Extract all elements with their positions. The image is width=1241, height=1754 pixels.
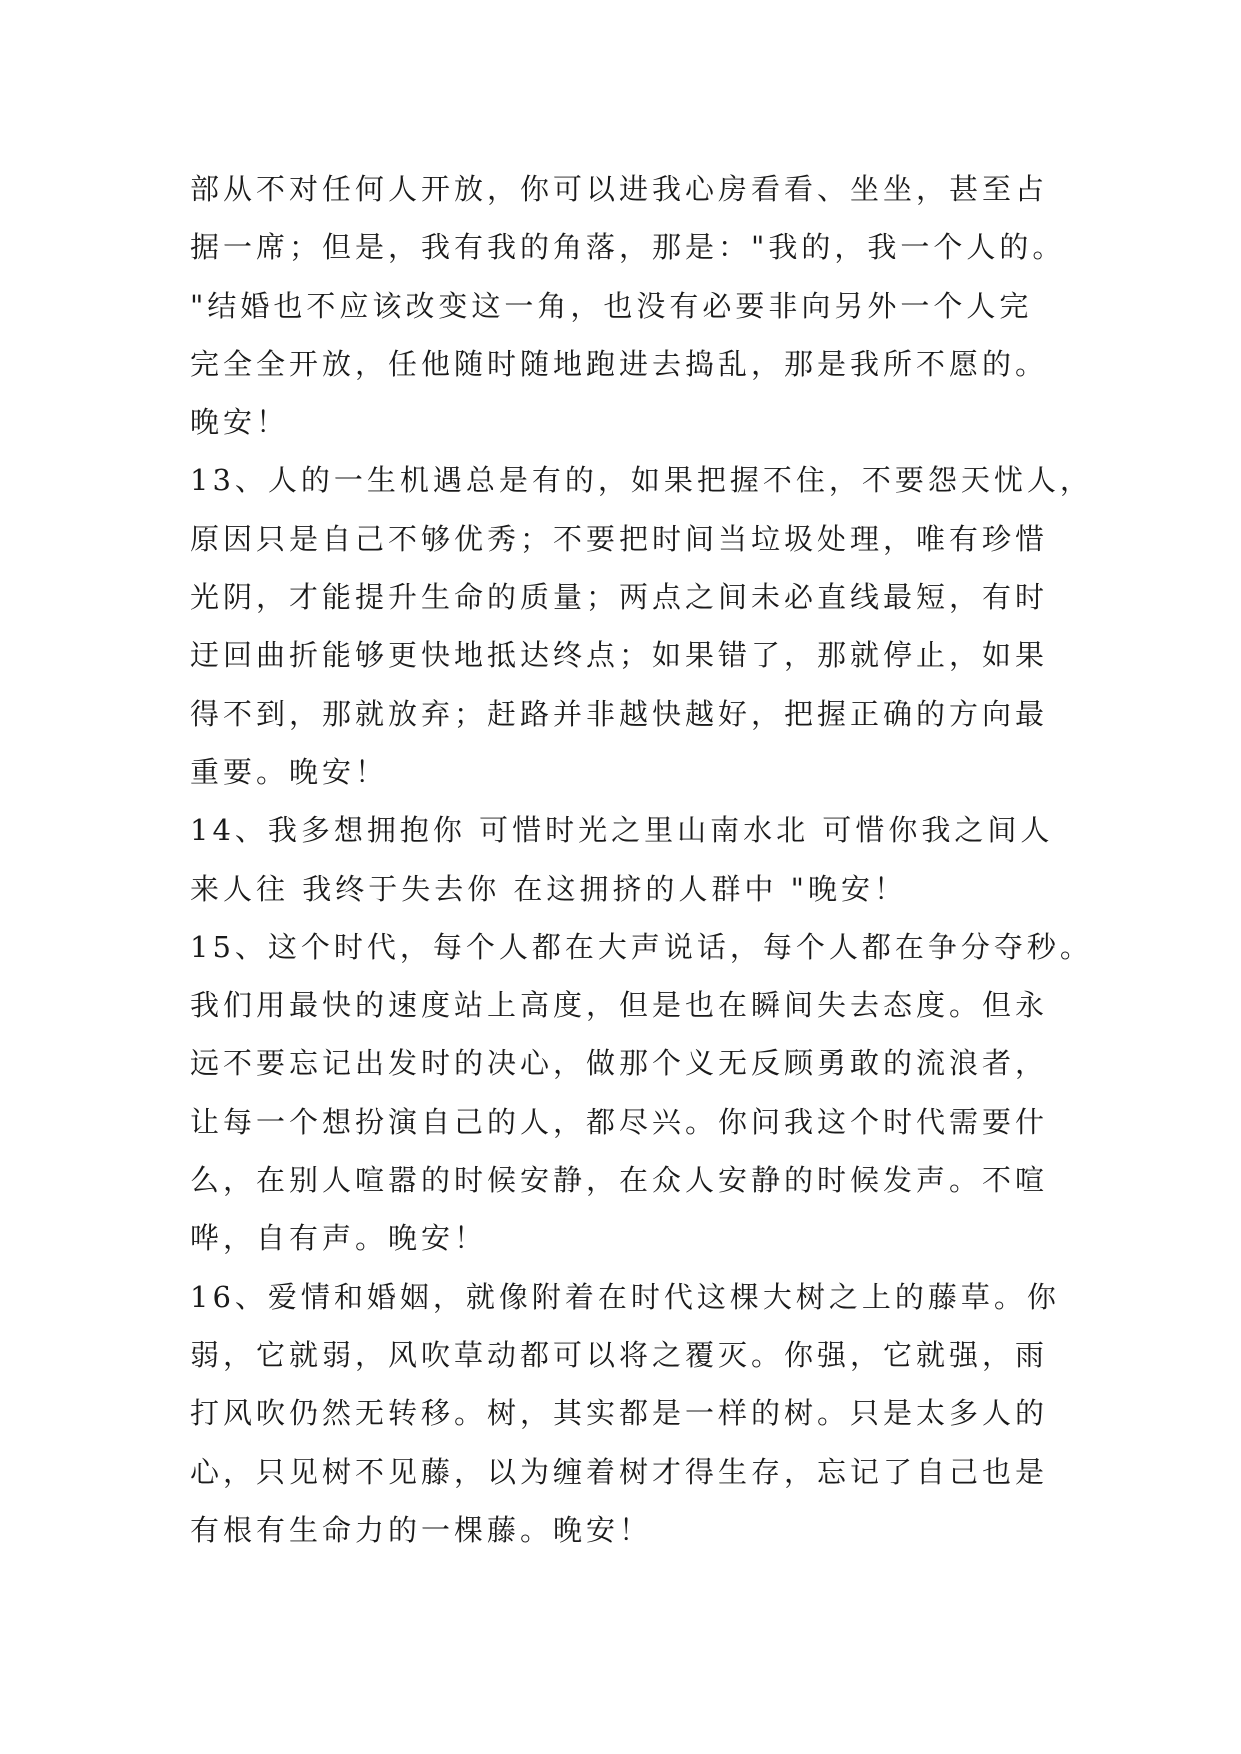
text-line: 我们用最快的速度站上高度，但是也在瞬间失去态度。但永	[190, 988, 1049, 1023]
text-line: 来人往 我终于失去你 在这拥挤的人群中 "晚安！	[190, 871, 907, 906]
document-body	[190, 160, 1093, 1559]
text-line: 重要。晚安！	[190, 754, 389, 789]
text-line: 13、人的一生机遇总是有的，如果把握不住，不要怨天忧人，	[190, 463, 1093, 498]
text-line: 14、我多想拥抱你 可惜时光之里山南水北 可惜你我之间人	[190, 813, 1054, 848]
text-line: 么，在别人喧嚣的时候安静，在众人安静的时候发声。不喧	[190, 1163, 1049, 1198]
text-line: 让每一个想扮演自己的人，都尽兴。你问我这个时代需要什	[190, 1104, 1049, 1139]
text-line: 哗，自有声。晚安！	[190, 1221, 488, 1256]
text-line: 打风吹仍然无转移。树，其实都是一样的树。只是太多人的	[190, 1396, 1049, 1431]
text-line: 得不到，那就放弃；赶路并非越快越好，把握正确的方向最	[190, 696, 1049, 731]
text-line: 部从不对任何人开放，你可以进我心房看看、坐坐，甚至占	[190, 172, 1049, 206]
text-line: 心，只见树不见藤，以为缠着树才得生存，忘记了自己也是	[190, 1454, 1049, 1489]
text-line: 光阴，才能提升生命的质量；两点之间未必直线最短，有时	[190, 580, 1049, 615]
text-line: 远不要忘记出发时的决心，做那个义无反顾勇敢的流浪者，	[190, 1046, 1049, 1081]
text-line: 15、这个时代，每个人都在大声说话，每个人都在争分夺秒。	[190, 929, 1093, 964]
text-line: 原因只是自己不够优秀；不要把时间当垃圾处理，唯有珍惜	[190, 521, 1049, 556]
text-line: 有根有生命力的一棵藤。晚安！	[190, 1512, 653, 1547]
text-line: "结婚也不应该改变这一角，也没有必要非向另外一个人完	[190, 288, 1033, 323]
text-line: 迂回曲折能够更快地抵达终点；如果错了，那就停止，如果	[190, 638, 1049, 673]
text-line: 完全全开放，任他随时随地跑进去捣乱，那是我所不愿的。	[190, 346, 1049, 381]
text-line: 弱，它就弱，风吹草动都可以将之覆灭。你强，它就强，雨	[190, 1337, 1049, 1372]
text-line: 据一席；但是，我有我的角落，那是："我的，我一个人的。	[190, 230, 1066, 265]
text-line: 16、爱情和婚姻，就像附着在时代这棵大树之上的藤草。你	[190, 1279, 1060, 1314]
text-line: 晚安！	[190, 405, 290, 440]
